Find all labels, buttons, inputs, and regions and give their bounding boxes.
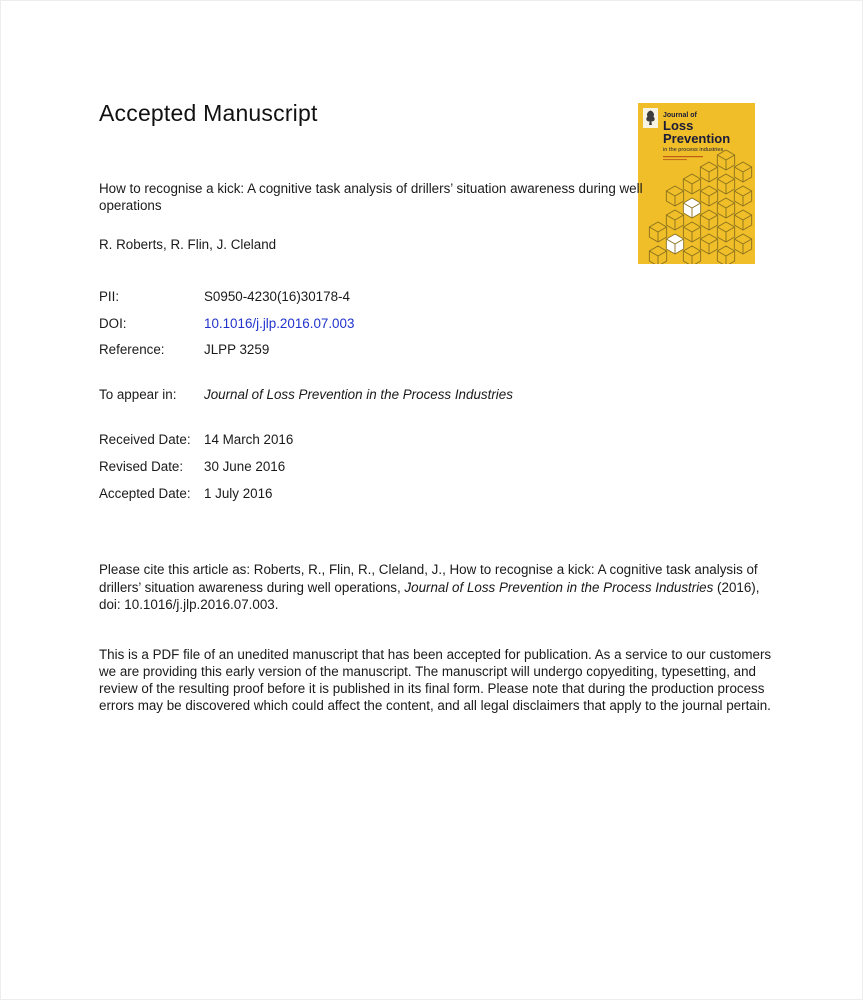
citation-journal-name: Journal of Loss Prevention in the Process Industries xyxy=(404,579,714,595)
doi-link[interactable]: 10.1016/j.jlp.2016.07.003 xyxy=(204,316,355,331)
citation-text-part1: Please cite this article as: Roberts, R., Flin, R., Cleland, J., How to recognise a kick: A cognitive task analysis of drillers’ situation awareness during well operations, xyxy=(99,562,758,595)
citation-paragraph xyxy=(99,561,775,614)
received-date-value: 14 March 2016 xyxy=(204,432,294,447)
doi-row xyxy=(99,316,354,331)
received-date-label: Received Date: xyxy=(99,432,191,447)
revised-date-row xyxy=(99,459,285,474)
disclaimer-paragraph: This is a PDF file of an unedited manuscript that has been accepted for publication. As a service to our customers we are providing this early version of the manuscript. The manuscript will undergo copyediting, typesetting, and review of the resulting proof before it is published in its final form. Please note that during the production process errors may be discovered which could affect the content, and all legal disclaimers that apply to the journal pertain. xyxy=(99,647,772,714)
citation-text-part2: (2016), doi: 10.1016/j.jlp.2016.07.003. xyxy=(99,579,760,613)
cover-loss: Loss xyxy=(663,118,694,133)
pii-row xyxy=(99,289,350,304)
to-appear-label: To appear in: xyxy=(99,387,177,402)
doi-label: DOI: xyxy=(99,316,127,331)
pii-label: PII: xyxy=(99,289,120,304)
reference-value: JLPP 3259 xyxy=(204,342,270,357)
cover-fine-print-line-2 xyxy=(663,159,687,160)
elsevier-tree-logo-icon xyxy=(643,108,658,128)
cover-prevention: Prevention xyxy=(663,131,731,146)
accepted-manuscript-title: Accepted Manuscript xyxy=(99,100,318,126)
journal-cover-art xyxy=(638,103,755,264)
pii-value: S0950-4230(16)30178-4 xyxy=(204,289,350,304)
article-authors: R. Roberts, R. Flin, J. Cleland xyxy=(99,237,277,252)
reference-label: Reference: xyxy=(99,342,165,357)
to-appear-value: Journal of Loss Prevention in the Process Industries xyxy=(204,387,513,402)
accepted-date-label: Accepted Date: xyxy=(99,486,191,501)
accepted-date-value: 1 July 2016 xyxy=(204,486,273,501)
article-title: How to recognise a kick: A cognitive task analysis of drillers’ situation awareness during well operations xyxy=(99,181,643,213)
received-date-row xyxy=(99,432,293,447)
to-appear-in-row xyxy=(99,387,513,402)
cover-subtitle: in the process industries xyxy=(663,147,724,153)
reference-row xyxy=(99,342,269,357)
journal-cover-image xyxy=(638,103,755,264)
revised-date-label: Revised Date: xyxy=(99,459,184,474)
revised-date-value: 30 June 2016 xyxy=(204,459,286,474)
accepted-date-row xyxy=(99,486,273,501)
cover-journal-of: Journal of xyxy=(663,112,697,119)
cover-fine-print-line xyxy=(663,156,703,157)
